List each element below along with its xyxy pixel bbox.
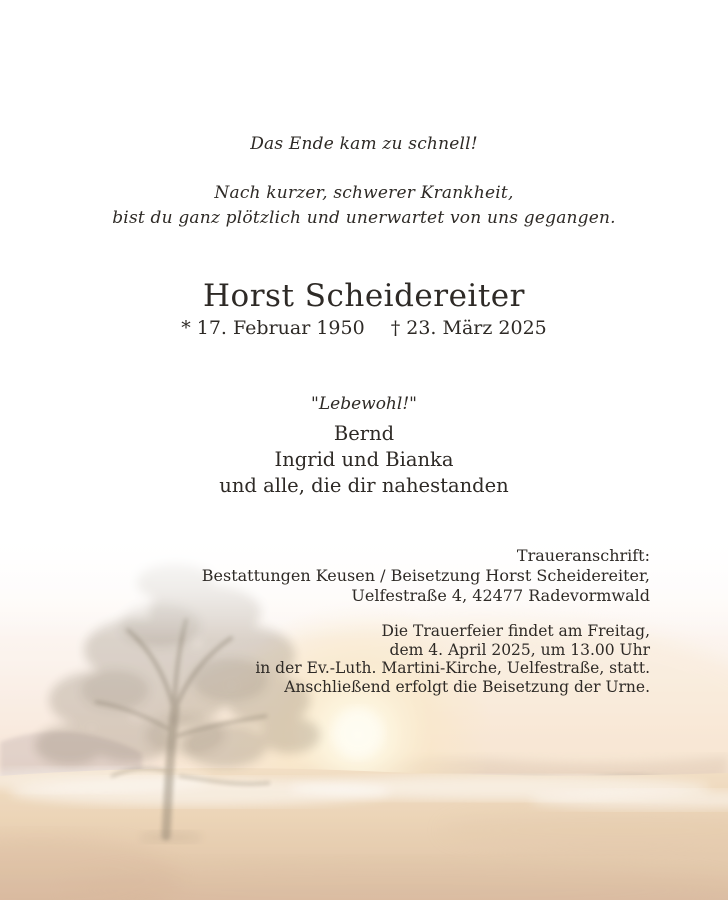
condolence-line-2: Uelfestraße 4, 42477 Radevormwald (351, 586, 650, 605)
mourner-line: Bernd (333, 422, 395, 445)
funeral-line: Anschließend erfolgt die Beisetzung der Urne. (284, 677, 650, 696)
intro-line-1: Nach kurzer, schwerer Krankheit, (214, 183, 514, 203)
condolence-line-1: Bestattungen Keusen / Beisetzung Horst Scheidereiter, (201, 566, 650, 585)
condolence-label: Traueranschrift: (516, 546, 650, 565)
mourner-line: und alle, die dir nahestanden (219, 474, 509, 497)
deceased-name: Horst Scheidereiter (203, 278, 525, 314)
funeral-line: in der Ev.-Luth. Martini-Kirche, Uelfestraße, statt. (255, 659, 650, 677)
intro-line-2: bist du ganz plötzlich und unerwartet von uns gegangen. (112, 208, 616, 228)
funeral-line: dem 4. April 2025, um 13.00 Uhr (389, 640, 650, 659)
opening-line: Das Ende kam zu schnell! (250, 134, 478, 154)
farewell-quote: "Lebewohl!" (311, 394, 417, 414)
birth-date: * 17. Februar 1950 (181, 317, 365, 339)
mourner-line: Ingrid und Bianka (274, 448, 454, 471)
funeral-line: Die Trauerfeier findet am Freitag, (381, 622, 650, 640)
death-date: † 23. März 2025 (390, 317, 547, 339)
mourners-list (0, 421, 728, 499)
life-dates (0, 317, 728, 339)
intro-lines (0, 181, 728, 231)
funeral-info (90, 622, 650, 696)
condolence-address (90, 546, 650, 606)
